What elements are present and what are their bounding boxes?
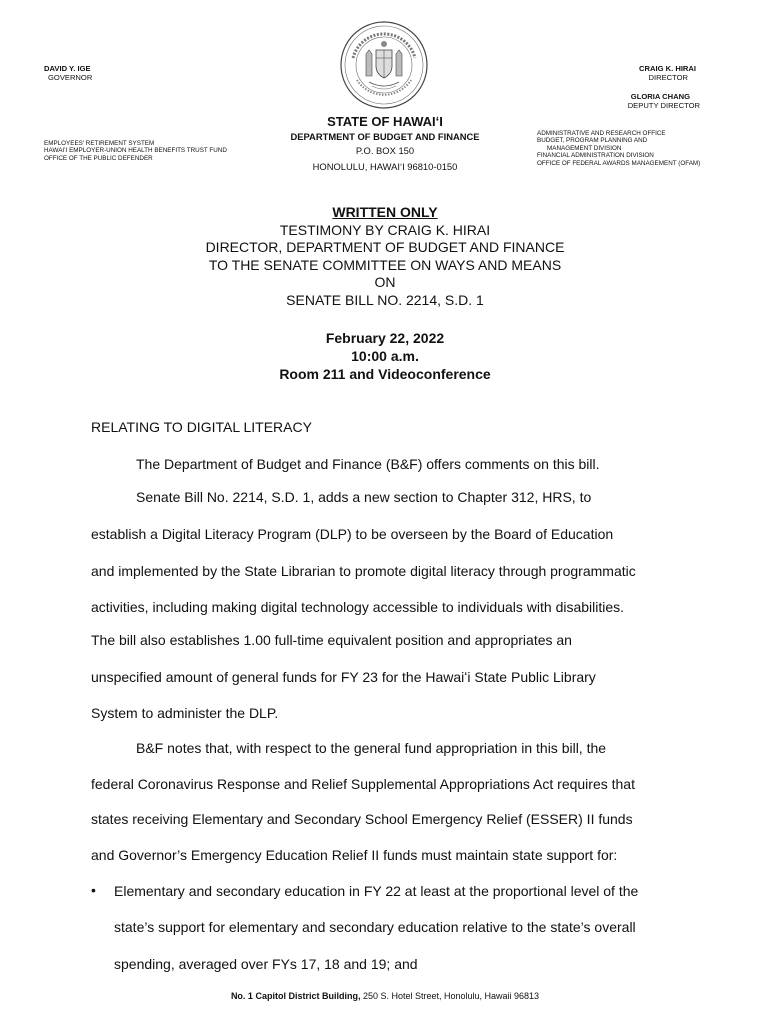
body-line: and Governor’s Emergency Education Relief II funds must maintain state support for: — [91, 847, 618, 863]
bullet-line: state’s support for elementary and secondary education relative to the state’s overall — [114, 919, 636, 935]
director-block — [526, 64, 696, 82]
body-line: The Department of Budget and Finance (B&F) offers comments on this bill. — [136, 456, 600, 472]
right-offices-list — [537, 130, 747, 167]
hearing-date: February 22, 2022 — [325, 330, 445, 346]
office-line: ADMINISTRATIVE AND RESEARCH OFFICE — [537, 130, 666, 137]
po-box: P.O. BOX 150 — [355, 145, 415, 156]
city-address: HONOLULU, HAWAIʻI 96810-0150 — [312, 161, 458, 172]
governor-block — [44, 64, 164, 82]
body-line: The bill also establishes 1.00 full-time equivalent position and appropriates an — [91, 632, 572, 648]
agency-block — [250, 114, 520, 175]
hearing-room: Room 211 and Videoconference — [279, 365, 491, 382]
body-line: activities, including making digital technology accessible to individuals with disabilities. — [91, 599, 625, 615]
state-name: STATE OF HAWAIʻI — [327, 114, 443, 129]
body-line: establish a Digital Literacy Program (DLP) to be overseen by the Board of Education — [91, 526, 614, 542]
title-line: DIRECTOR, DEPARTMENT OF BUDGET AND FINANCE — [205, 239, 565, 256]
office-line: EMPLOYEES' RETIREMENT SYSTEM — [44, 140, 155, 147]
state-seal-icon — [339, 20, 429, 110]
written-only-heading: WRITTEN ONLY — [332, 204, 438, 220]
department-name: DEPARTMENT OF BUDGET AND FINANCE — [290, 131, 480, 142]
footer-building: No. 1 Capitol District Building, — [230, 991, 361, 1001]
hearing-details — [85, 330, 685, 383]
body-line: and implemented by the State Librarian to promote digital literacy through programmatic — [91, 563, 636, 579]
director-title: DIRECTOR — [648, 73, 688, 82]
office-line: OFFICE OF THE PUBLIC DEFENDER — [44, 154, 153, 162]
deputy-title: DEPUTY DIRECTOR — [627, 101, 700, 110]
bullet-line: spending, averaged over FYs 17, 18 and 19; and — [114, 956, 418, 972]
governor-title: GOVERNOR — [48, 73, 93, 82]
deputy-name: GLORIA CHANG — [630, 92, 690, 101]
hearing-time: 10:00 a.m. — [351, 347, 419, 364]
deputy-block — [530, 92, 700, 110]
office-line: HAWAIʻI EMPLOYER-UNION HEALTH BENEFITS TRUST FUND — [44, 147, 227, 155]
body-line: Senate Bill No. 2214, S.D. 1, adds a new section to Chapter 312, HRS, to — [136, 489, 592, 505]
body-line: System to administer the DLP. — [91, 705, 279, 721]
page-footer — [0, 991, 770, 1001]
footer-address: 250 S. Hotel Street, Honolulu, Hawaii 96813 — [360, 991, 540, 1001]
bullet-line: Elementary and secondary education in FY 22 at least at the proportional level of the — [114, 883, 639, 899]
relating-to-heading: RELATING TO DIGITAL LITERACY — [91, 419, 312, 435]
body-line: B&F notes that, with respect to the general fund appropriation in this bill, the — [136, 740, 607, 756]
left-offices-list — [44, 140, 254, 162]
bullet-icon: • — [91, 882, 96, 898]
governor-name: DAVID Y. IGE — [44, 64, 91, 73]
body-line: federal Coronavirus Response and Relief Supplemental Appropriations Act requires that — [91, 776, 635, 792]
title-line: SENATE BILL NO. 2214, S.D. 1 — [286, 291, 484, 308]
office-line: FINANCIAL ADMINISTRATION DIVISION — [537, 152, 654, 160]
title-line: ON — [374, 274, 396, 291]
body-line: unspecified amount of general funds for FY 23 for the Hawaiʻi State Public Library — [91, 669, 596, 685]
office-line: BUDGET, PROGRAM PLANNING AND — [537, 137, 648, 145]
director-name: CRAIG K. HIRAI — [639, 64, 696, 73]
testimony-title — [85, 204, 685, 310]
office-line: MANAGEMENT DIVISION — [547, 144, 622, 152]
body-line: states receiving Elementary and Secondary School Emergency Relief (ESSER) II funds — [91, 811, 633, 827]
office-line: OFFICE OF FEDERAL AWARDS MANAGEMENT (OFAM) — [537, 159, 701, 167]
title-line: TESTIMONY BY CRAIG K. HIRAI — [279, 221, 491, 238]
title-line: TO THE SENATE COMMITTEE ON WAYS AND MEANS — [208, 256, 562, 273]
